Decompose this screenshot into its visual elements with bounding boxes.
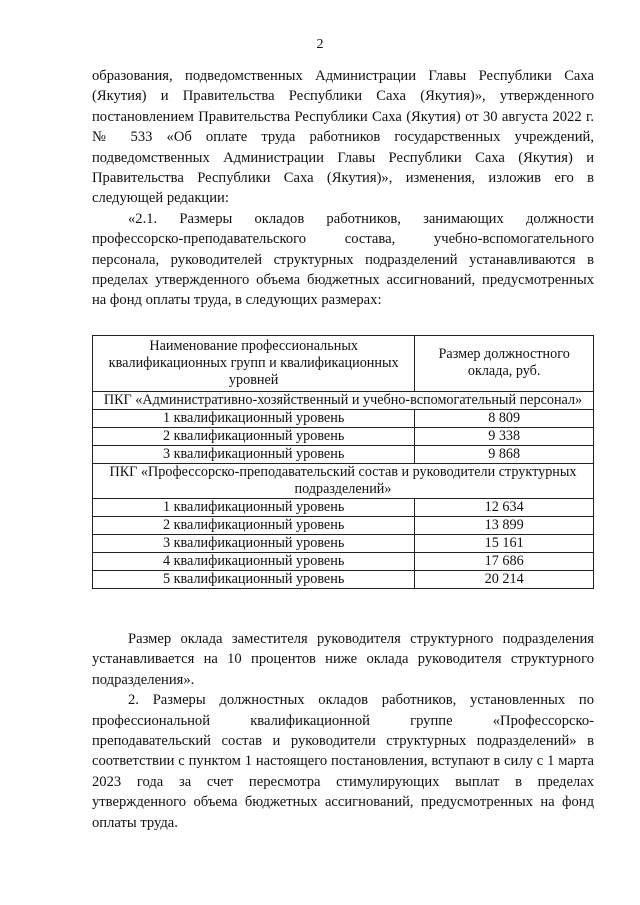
group-title: ПКГ «Административно-хозяйственный и учебно-вспомогательный персонал» xyxy=(93,391,594,409)
level-cell: 3 квалификационный уровень xyxy=(93,534,415,552)
group-title-row xyxy=(93,391,594,409)
level-cell: 4 квалификационный уровень xyxy=(93,552,415,570)
header-salary-size: Размер должностного оклада, руб. xyxy=(415,335,594,391)
salary-cell: 13 899 xyxy=(415,516,594,534)
salary-cell: 20 214 xyxy=(415,570,594,588)
salary-cell: 15 161 xyxy=(415,534,594,552)
table-row xyxy=(93,498,594,516)
table-row xyxy=(93,552,594,570)
salary-table-container xyxy=(92,335,594,589)
intro-paragraph: образования, подведомственных Администрации Главы Республики Саха (Якутия) и Правительства Республики Саха (Якутия)», утвержденного постановлением Правительства Республики Саха (Якутия) от 30 августа 2022 г. № 533 «Об оплате труда работников государственных учреждений, подведомственных Администрации Главы Республики Саха (Якутия) и Правительства Республики Саха (Якутия)», изменения, изложив его в следующей редакции: xyxy=(92,68,594,207)
salary-table xyxy=(92,335,594,589)
level-cell: 3 квалификационный уровень xyxy=(93,445,415,463)
table-row xyxy=(93,570,594,588)
table-row xyxy=(93,445,594,463)
salary-cell: 9 338 xyxy=(415,427,594,445)
salary-cell: 17 686 xyxy=(415,552,594,570)
page-number: 2 xyxy=(316,37,324,52)
level-cell: 1 квалификационный уровень xyxy=(93,409,415,427)
table-row xyxy=(93,516,594,534)
level-cell: 1 квалификационный уровень xyxy=(93,498,415,516)
salary-cell: 9 868 xyxy=(415,445,594,463)
document-body xyxy=(92,66,594,833)
header-qualification-groups: Наименование профессиональных квалификационных групп и квалификационных уровней xyxy=(93,335,415,391)
level-cell: 2 квалификационный уровень xyxy=(93,427,415,445)
deputy-salary-paragraph: Размер оклада заместителя руководителя структурного подразделения устанавливается на 10 процентов ниже оклада руководителя структурного подразделения». xyxy=(92,630,594,688)
salary-cell: 8 809 xyxy=(415,409,594,427)
salary-cell: 12 634 xyxy=(415,498,594,516)
section-2-1-paragraph: «2.1. Размеры окладов работников, занимающих должности профессорско-преподавательского состава, учебно-вспомогательного персонала, руководителей структурных подразделений устанавливаются в пределах утвержденного объема бюджетных ассигнований, предусмотренных на фонд оплаты труда, в следующих размерах: xyxy=(92,210,594,309)
table-row xyxy=(93,534,594,552)
point-2-paragraph: 2. Размеры должностных окладов работников, установленных по профессиональной квалификационной группе «Профессорско-преподавательский состав и руководители структурных подразделений» в соответствии с пунктом 1 настоящего постановления, вступают в силу с 1 марта 2023 года за счет пересмотра стимулирующих выплат в пределах утвержденного объема бюджетных ассигнований, предусмотренных на фонд оплаты труда. xyxy=(92,692,594,831)
group-title: ПКГ «Профессорско-преподавательский состав и руководители структурных подразделений» xyxy=(93,463,594,498)
table-row xyxy=(93,427,594,445)
level-cell: 2 квалификационный уровень xyxy=(93,516,415,534)
table-row xyxy=(93,409,594,427)
table-header-row xyxy=(93,335,594,391)
group-title-row xyxy=(93,463,594,498)
level-cell: 5 квалификационный уровень xyxy=(93,570,415,588)
